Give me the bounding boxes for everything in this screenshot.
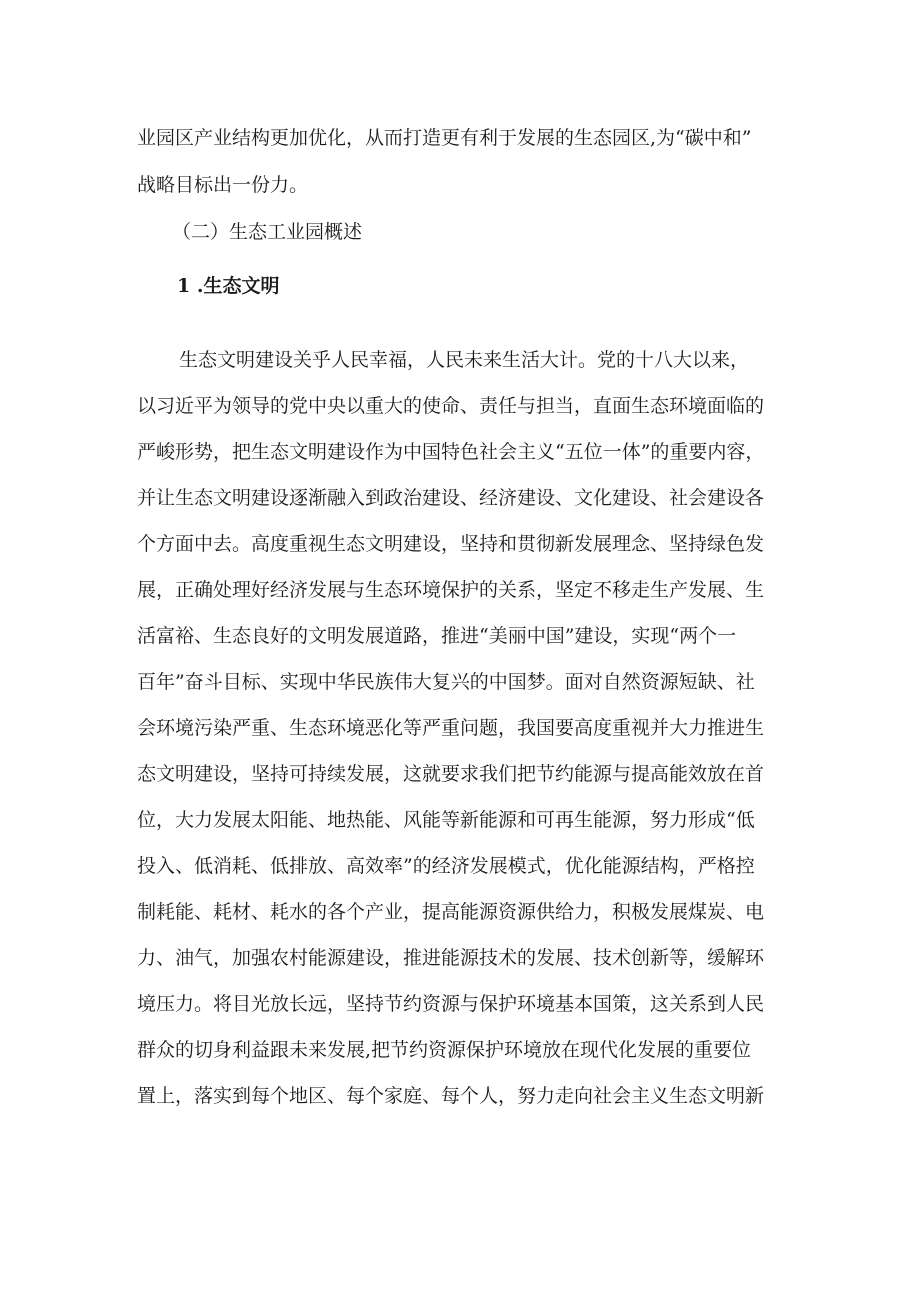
intro-line-1: 业园区产业结构更加优化，从而打造更有利于发展的生态园区,为“碳中和”	[137, 127, 752, 149]
paragraph-line-15: 境压力。将目光放长远，坚持节约资源与保护环境基本国策，这关系到人民	[137, 993, 765, 1015]
paragraph-line-16: 群众的切身利益跟未来发展,把节约资源保护环境放在现代化发展的重要位	[137, 1039, 752, 1061]
paragraph-line-10: 态文明建设，坚持可持续发展，这就要求我们把节约能源与提高能效放在首	[137, 763, 765, 785]
paragraph-line-7: 活富裕、生态良好的文明发展道路，推进“美丽中国”建设，实现“两个一	[137, 625, 737, 647]
paragraph-line-5: 个方面中去。高度重视生态文明建设，坚持和贯彻新发展理念、坚持绿色发	[137, 533, 765, 555]
paragraph-line-13: 制耗能、耗材、耗水的各个产业，提高能源资源供给力，积极发展煤炭、电	[137, 901, 765, 923]
paragraph-line-1: 生态文明建设关乎人民幸福，人民未来生活大计。党的十八大以来，	[179, 349, 750, 371]
paragraph-line-2: 以习近平为领导的党中央以重大的使命、责任与担当，直面生态环境面临的	[137, 395, 765, 417]
subsection-heading: 1 .生态文明	[177, 275, 280, 297]
paragraph-line-4: 并让生态文明建设逐渐融入到政治建设、经济建设、文化建设、社会建设各	[137, 487, 765, 509]
paragraph-line-14: 力、油气，加强农村能源建设，推进能源技术的发展、技术创新等，缓解环	[137, 947, 765, 969]
paragraph-line-8: 百年”奋斗目标、实现中华民族伟大复兴的中国梦。面对自然资源短缺、社	[137, 671, 755, 693]
paragraph-line-17: 置上，落实到每个地区、每个家庭、每个人，努力走向社会主义生态文明新	[137, 1085, 765, 1107]
paragraph-line-12: 投入、低消耗、低排放、高效率”的经济发展模式，优化能源结构，严格控	[137, 855, 755, 877]
paragraph-line-11: 位，大力发展太阳能、地热能、风能等新能源和可再生能源，努力形成“低	[137, 809, 755, 831]
intro-line-2: 战略目标出一份力。	[137, 174, 309, 196]
section-heading: （二）生态工业园概述	[172, 221, 363, 243]
paragraph-line-6: 展，正确处理好经济发展与生态环境保护的关系，坚定不移走生产发展、生	[137, 579, 765, 601]
paragraph-line-9: 会环境污染严重、生态环境恶化等严重问题，我国要高度重视并大力推进生	[137, 717, 765, 739]
paragraph-line-3: 严峻形势，把生态文明建设作为中国特色社会主义“五位一体”的重要内容，	[137, 441, 765, 463]
